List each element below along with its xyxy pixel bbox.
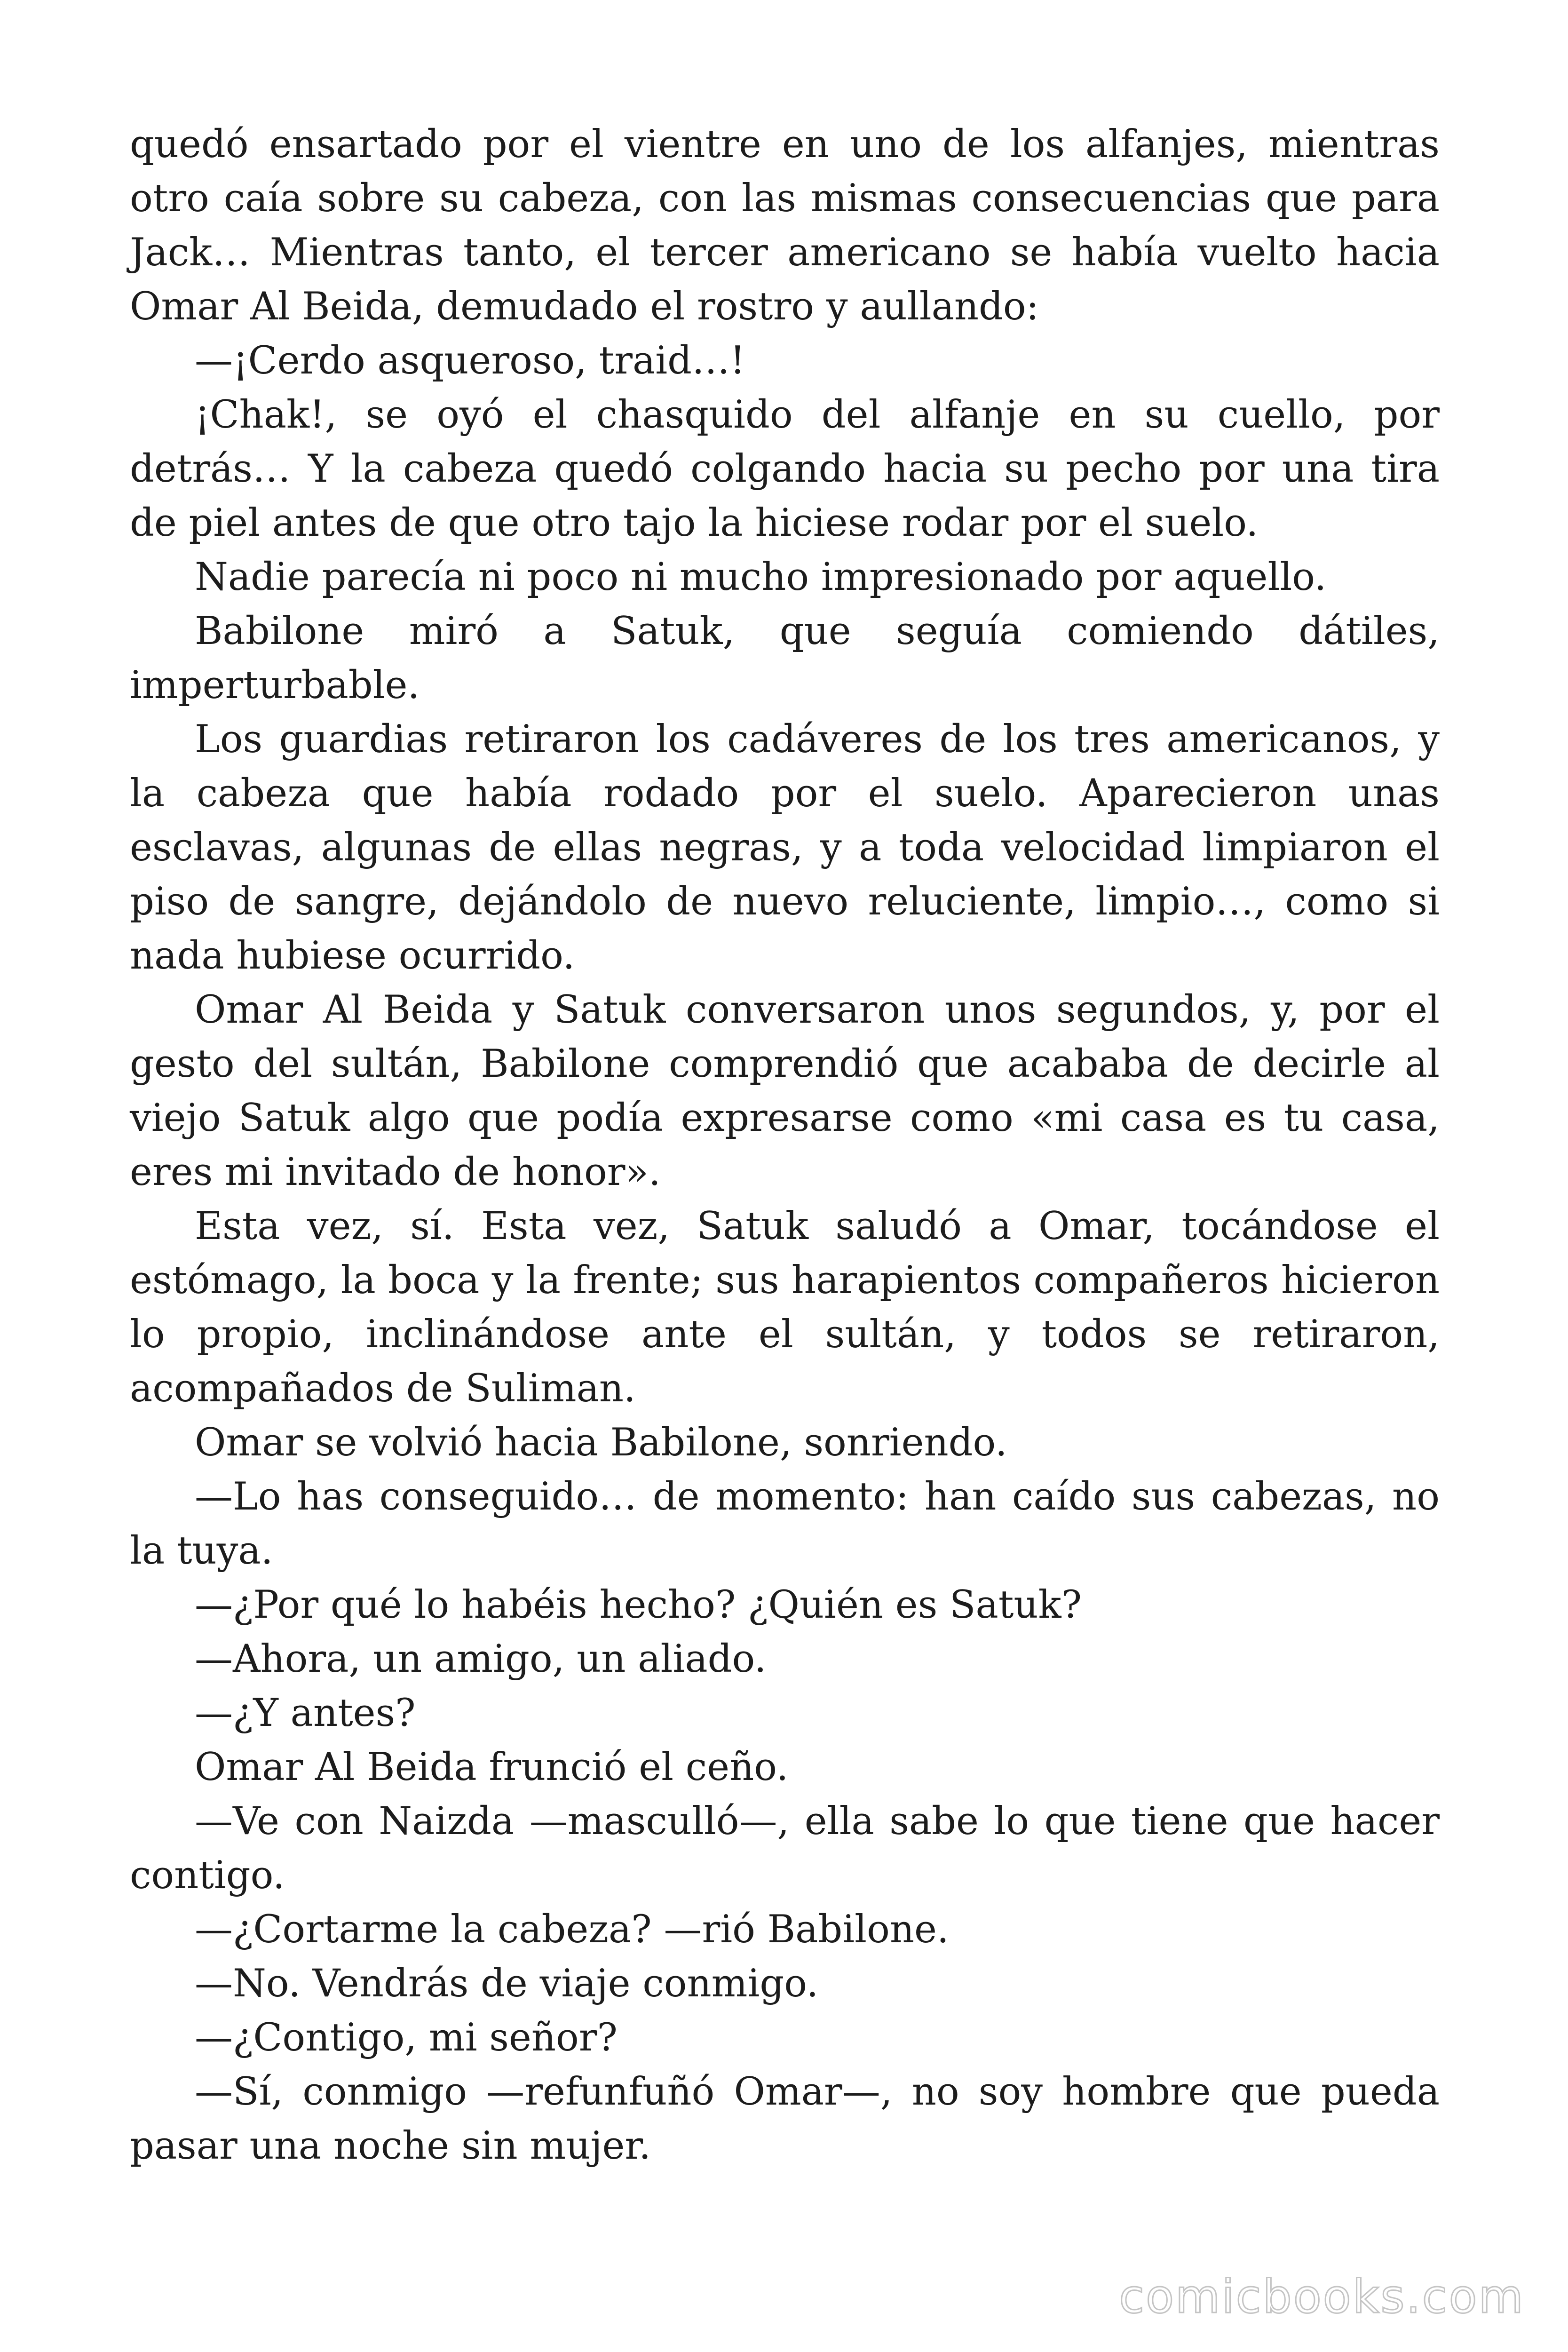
paragraph: Babilone miró a Satuk, que seguía comiendo dátiles, imperturbable. — [130, 609, 1440, 707]
paragraph: —¿Contigo, mi señor? — [195, 2016, 618, 2060]
body-text — [130, 118, 1440, 2173]
paragraph: Esta vez, sí. Esta vez, Satuk saludó a Omar, tocándose el estómago, la boca y la frente; sus harapientos compañeros hicieron lo propio, inclinándose ante el sultán, y todos se retiraron, acompañados de Suliman. — [130, 1204, 1440, 1411]
paragraph: Omar se volvió hacia Babilone, sonriendo. — [195, 1421, 1007, 1465]
paragraph: —Ve con Naizda —masculló—, ella sabe lo que tiene que hacer contigo. — [130, 1799, 1440, 1898]
paragraph: —¿Y antes? — [195, 1691, 416, 1735]
paragraph: —¡Cerdo asqueroso, traid…! — [195, 339, 745, 383]
paragraph: ¡Chak!, se oyó el chasquido del alfanje en su cuello, por detrás… Y la cabeza quedó colgando hacia su pecho por una tira de piel antes de que otro tajo la hiciese rodar por el suelo. — [130, 393, 1440, 545]
paragraph: —¿Cortarme la cabeza? —rió Babilone. — [195, 1907, 949, 1952]
paragraph: Omar Al Beida y Satuk conversaron unos segundos, y, por el gesto del sultán, Babilone comprendió que acababa de decirle al viejo Satuk algo que podía expresarse como «mi casa es tu casa, eres mi invitado de honor». — [130, 988, 1440, 1194]
paragraph: —Ahora, un amigo, un aliado. — [195, 1637, 767, 1681]
paragraph: —¿Por qué lo habéis hecho? ¿Quién es Satuk? — [195, 1583, 1082, 1627]
paragraph: —No. Vendrás de viaje conmigo. — [195, 1962, 819, 2006]
paragraph: Nadie parecía ni poco ni mucho impresionado por aquello. — [195, 555, 1327, 599]
paragraph: Los guardias retiraron los cadáveres de los tres americanos, y la cabeza que había rodado por el suelo. Aparecieron unas esclavas, algunas de ellas negras, y a toda velocidad limpiaron el piso de sangre, dejándolo de nuevo reluciente, limpio…, como si nada hubiese ocurrido. — [130, 717, 1440, 978]
watermark: comicbooks.com — [1119, 2270, 1525, 2324]
paragraph: —Sí, conmigo —refunfuñó Omar—, no soy hombre que pueda pasar una noche sin mujer. — [130, 2070, 1440, 2168]
paragraph: Omar Al Beida frunció el ceño. — [195, 1745, 789, 1789]
paragraph: quedó ensartado por el vientre en uno de los alfanjes, mientras otro caía sobre su cabeza, con las mismas consecuencias que para Jack… Mientras tanto, el tercer americano se había vuelto hacia Omar Al Beida, demudado el rostro y aullando: — [130, 122, 1440, 329]
paragraph: —Lo has conseguido… de momento: han caído sus cabezas, no la tuya. — [130, 1475, 1440, 1573]
